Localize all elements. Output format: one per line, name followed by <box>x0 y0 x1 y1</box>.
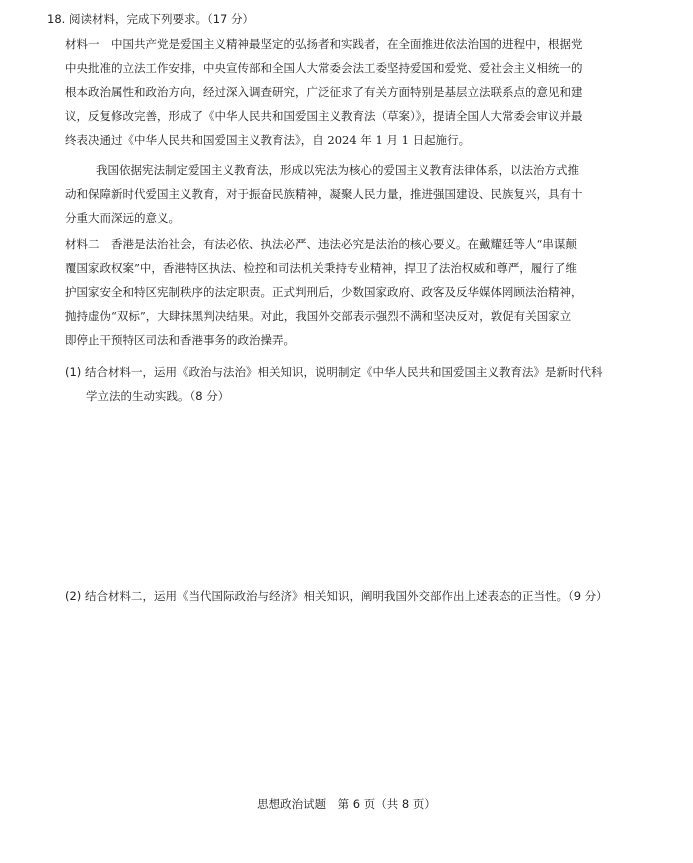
sub-question-1: (1) 结合材料一，运用《政治与法治》相关知识，说明制定《中华人民共和国爱国主义教育法》是新时代科 <box>65 365 603 379</box>
page-footer: 思想政治试题 第 6 页（共 8 页） <box>257 797 436 811</box>
material-one-paragraph-line: 我国依据宪法制定爱国主义教育法，形成以宪法为核心的爱国主义教育法律体系，以法治方式推 <box>96 163 579 177</box>
material-one-line: 材料一 中国共产党是爱国主义精神最坚定的弘扬者和实践者，在全面推进依法治国的进程中，根据党 <box>65 37 583 51</box>
answer-area-1 <box>65 412 655 582</box>
sub-question-1-continuation: 学立法的生动实践。（8 分） <box>86 389 230 403</box>
sub-question-2: (2) 结合材料二，运用《当代国际政治与经济》相关知识，阐明我国外交部作出上述表态的正当性。（9 分） <box>65 589 608 603</box>
material-one-paragraph-line: 分重大而深远的意义。 <box>65 211 180 225</box>
material-one-line: 终表决通过《中华人民共和国爱国主义教育法》，自 2024 年 1 月 1 日起施行。 <box>65 133 471 147</box>
material-two-line: 即停止干预特区司法和香港事务的政治操弄。 <box>65 333 295 347</box>
material-two-line: 抛持虚伪“双标”，大肆抹黑判决结果。对此，我国外交部表示强烈不满和坚决反对，敦促有关国家立 <box>65 309 572 323</box>
question-header: 18. 阅读材料，完成下列要求。（17 分） <box>47 12 254 26</box>
material-one-line: 根本政治属性和政治方向，经过深入调查研究，广泛征求了有关方面特别是基层立法联系点的意见和建 <box>65 85 583 99</box>
material-two-line: 材料二 香港是法治社会，有法必依、执法必严、违法必究是法治的核心要义。在戴耀廷等人“串谋颠 <box>65 237 577 251</box>
material-two-line: 覆国家政权案”中，香港特区执法、检控和司法机关秉持专业精神，捍卫了法治权威和尊严，履行了维 <box>65 261 577 275</box>
material-one-paragraph-line: 动和保障新时代爱国主义教育，对于振奋民族精神，凝聚人民力量，推进强国建设、民族复兴，具有十 <box>65 187 583 201</box>
material-one-line: 中央批准的立法工作安排，中央宣传部和全国人大常委会法工委坚持爱国和爱党、爱社会主义相统一的 <box>65 61 583 75</box>
answer-area-2 <box>65 612 655 782</box>
material-two-line: 护国家安全和特区宪制秩序的法定职责。正式判刑后，少数国家政府、政客及反华媒体罔顾法治精神， <box>65 285 583 299</box>
material-one-line: 议，反复修改完善，形成了《中华人民共和国爱国主义教育法（草案）》，提请全国人大常委会审议并最 <box>65 109 583 123</box>
